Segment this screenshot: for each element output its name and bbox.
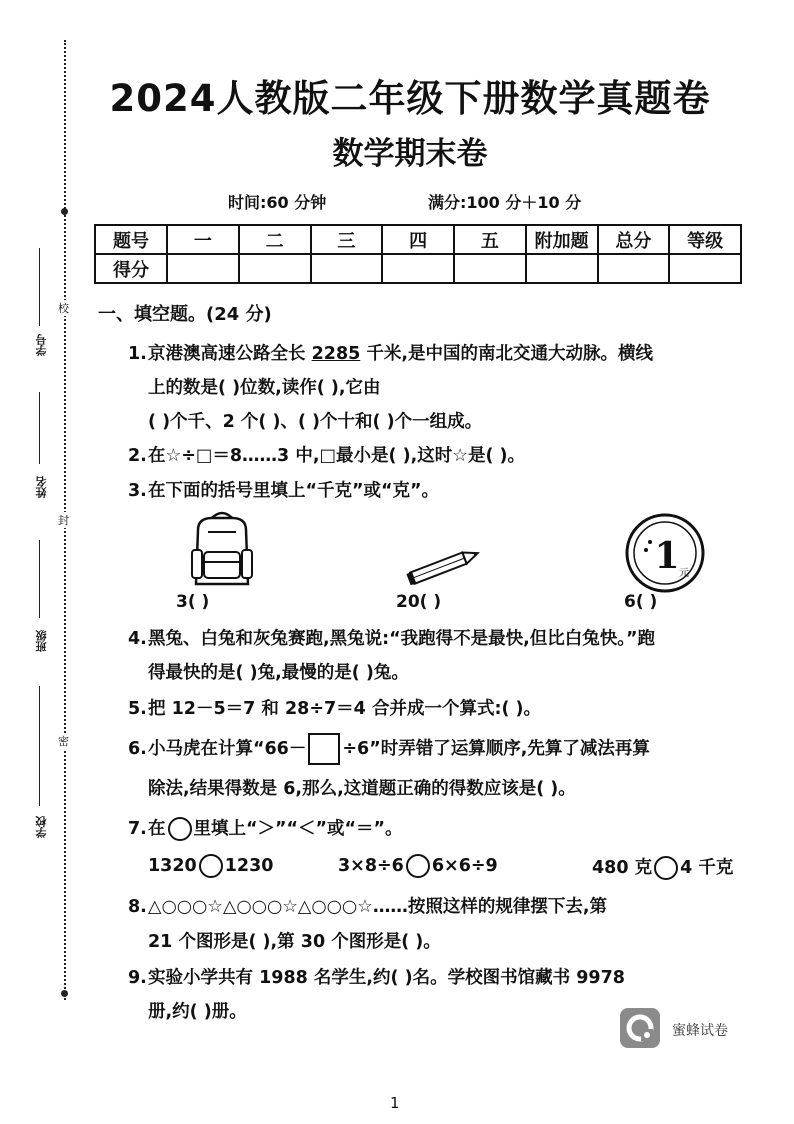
question-6-line-1 [128, 733, 650, 765]
score-table-score-row [95, 254, 741, 283]
compare-right: 4 千克 [680, 858, 734, 878]
question-text: 在下面的括号里填上“千克”或“克”。 [148, 481, 440, 501]
seal-char-feng: 封 [58, 514, 69, 527]
question-text: 把 12－5＝7 和 28÷7＝4 合并成一个算式:( )。 [148, 699, 542, 719]
question-1-line-3[interactable]: ( )个千、2 个( )、( )个十和( )个一组成。 [148, 412, 483, 432]
score-table-header-row [95, 225, 741, 254]
compare-2 [338, 854, 498, 878]
question-number: 8. [128, 897, 147, 917]
question-text: △○○○☆△○○○☆△○○○☆……按照这样的规律摆下去,第 [148, 897, 608, 917]
school-blank[interactable] [39, 686, 40, 806]
question-9-line-2[interactable]: 册,约( )册。 [148, 1002, 247, 1022]
score-table [94, 224, 742, 284]
question-text: 里填上“＞”“＜”或“＝”。 [193, 819, 403, 839]
score-header-cell: 四 [382, 225, 454, 254]
question-text: 在 [148, 819, 166, 839]
student-id-blank[interactable] [39, 248, 40, 326]
compare-right: 6×6÷9 [431, 856, 498, 876]
question-3 [128, 477, 439, 502]
score-input-cell[interactable] [598, 254, 670, 283]
question-text: ÷6”时弄错了运算顺序,先算了减法再算 [342, 739, 650, 759]
compare-right: 1230 [224, 856, 274, 876]
exam-subtitle: 数学期末卷 [332, 136, 488, 172]
question-text: 小马虎在计算“66－ [148, 739, 307, 759]
score-header-cell: 等级 [669, 225, 741, 254]
compare-left: 3×8÷6 [338, 856, 404, 876]
underlined-number: 2285 [311, 344, 361, 364]
question-number: 7. [128, 819, 147, 839]
circle-symbol [168, 817, 192, 841]
question-text: 千米,是中国的南北交通大动脉。横线 [360, 344, 654, 364]
score-input-cell[interactable] [311, 254, 383, 283]
score-header-cell: 二 [239, 225, 311, 254]
binding-margin [0, 0, 90, 1124]
name-blank[interactable] [39, 392, 40, 464]
score-header-cell: 题号 [95, 225, 167, 254]
school-label: 学校 [35, 816, 48, 838]
question-text: 实验小学共有 1988 名学生,约( )名。学校图书馆藏书 9978 [148, 968, 625, 988]
question-number: 9. [128, 968, 147, 988]
exam-title: 2024人教版二年级下册数学真题卷 [109, 77, 711, 120]
compare-circle[interactable] [406, 854, 430, 878]
seal-bullet [61, 208, 68, 215]
seal-bullet [61, 990, 68, 997]
score-header-cell: 附加题 [526, 225, 598, 254]
question-number: 6. [128, 739, 147, 759]
seal-char-mi: 密 [58, 735, 69, 748]
question-number: 5. [128, 699, 147, 719]
score-header-cell: 一 [167, 225, 239, 254]
question-text: 在☆÷□＝8……3 中,□最小是( ),这时☆是( )。 [148, 446, 526, 466]
score-header-cell: 总分 [598, 225, 670, 254]
question-5[interactable] [128, 695, 541, 720]
question-number: 3. [128, 481, 147, 501]
answer-pencil[interactable]: 20( ) [396, 592, 442, 612]
question-number: 4. [128, 629, 147, 649]
score-header-cell: 三 [311, 225, 383, 254]
answer-backpack[interactable]: 3( ) [176, 592, 210, 612]
question-8-line-1 [128, 893, 607, 918]
pencil-icon [404, 546, 484, 586]
compare-circle[interactable] [199, 854, 223, 878]
question-number: 2. [128, 446, 147, 466]
student-id-label: 学号 [35, 334, 48, 356]
question-text: 黑兔、白兔和灰兔赛跑,黑兔说:“我跑得不是最快,但比白兔快。”跑 [148, 629, 656, 649]
class-label: 班级 [35, 630, 48, 652]
coin-unit: 元 [679, 568, 689, 579]
question-1-line-2[interactable]: 上的数是( )位数,读作( ),它由 [148, 378, 381, 398]
question-9-line-1[interactable] [128, 964, 625, 989]
question-6-line-2[interactable]: 除法,结果得数是 6,那么,这道题正确的得数应该是( )。 [148, 779, 576, 799]
question-2[interactable] [128, 442, 525, 467]
score-input-cell[interactable] [382, 254, 454, 283]
page-number: 1 [390, 1094, 400, 1112]
coin-denomination: 1 [654, 535, 680, 577]
watermark-logo-icon [620, 1008, 660, 1048]
score-header-cell: 五 [454, 225, 526, 254]
score-input-cell[interactable] [669, 254, 741, 283]
question-4-line-2[interactable]: 得最快的是( )兔,最慢的是( )兔。 [148, 663, 409, 683]
section-title: 一、填空题。(24 分) [98, 304, 272, 325]
compare-1 [148, 854, 273, 878]
exam-time: 时间:60 分钟 [228, 193, 327, 212]
compare-left: 480 克 [592, 858, 653, 878]
score-input-cell[interactable] [167, 254, 239, 283]
question-text: 京港澳高速公路全长 [148, 344, 312, 364]
watermark-text: 蜜蜂试卷 [672, 1023, 728, 1039]
score-row-label: 得分 [95, 254, 167, 283]
answer-coin[interactable]: 6( ) [624, 592, 658, 612]
question-7 [128, 815, 403, 841]
compare-left: 1320 [148, 856, 197, 876]
score-input-cell[interactable] [526, 254, 598, 283]
compare-3 [592, 854, 733, 880]
score-input-cell[interactable] [239, 254, 311, 283]
exam-full-score: 满分:100 分＋10 分 [428, 193, 582, 212]
class-blank[interactable] [39, 540, 40, 618]
score-input-cell[interactable] [454, 254, 526, 283]
name-label: 姓名 [35, 476, 48, 498]
backpack-icon [184, 506, 260, 590]
blank-box [308, 733, 340, 765]
seal-char-xiao: 校 [58, 302, 69, 315]
coin-icon [624, 512, 706, 594]
question-8-line-2[interactable]: 21 个图形是( ),第 30 个图形是( )。 [148, 932, 441, 952]
compare-circle[interactable] [654, 856, 678, 880]
question-number: 1. [128, 344, 147, 364]
question-1-line-1 [128, 340, 653, 365]
question-4-line-1 [128, 625, 655, 650]
